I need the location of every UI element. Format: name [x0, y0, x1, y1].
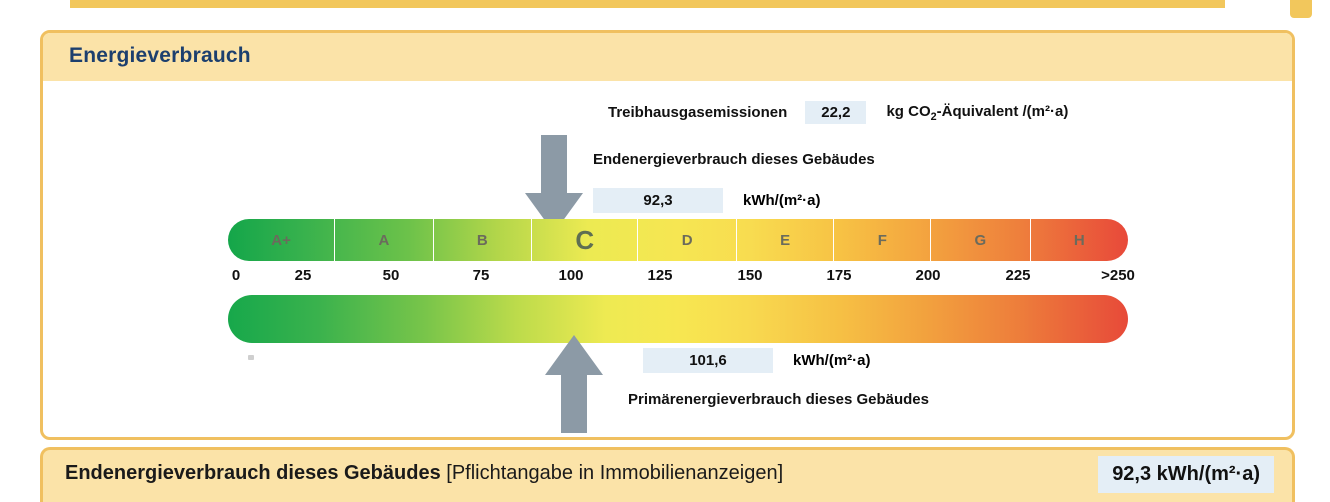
primary-energy-gradient-bar	[228, 295, 1128, 343]
primary-energy-label: Primärenergieverbrauch dieses Gebäudes	[628, 391, 929, 408]
primary-energy-value: 101,6	[643, 348, 773, 373]
end-energy-label: Endenergieverbrauch dieses Gebäudes	[593, 151, 875, 168]
tick-225: 225	[1005, 267, 1031, 284]
scale-class-d: D	[638, 219, 736, 261]
scale-class-a-plus: A+	[228, 219, 335, 261]
end-energy-value: 92,3	[593, 188, 723, 213]
tick-175: 175	[826, 267, 852, 284]
energy-consumption-panel	[40, 30, 1295, 440]
end-energy-unit: kWh/(m²·a)	[743, 192, 821, 209]
tick-0: 0	[231, 267, 241, 284]
tick-75: 75	[472, 267, 490, 284]
top-right-tab	[1290, 0, 1312, 18]
mandatory-disclosure-text	[65, 462, 783, 485]
end-energy-value-row	[593, 188, 821, 213]
page-title: Energieverbrauch	[69, 44, 251, 67]
primary-energy-unit: kWh/(m²·a)	[793, 352, 871, 369]
scale-class-g: G	[931, 219, 1030, 261]
mandatory-disclosure-bold: Endenergieverbrauch dieses Gebäudes	[65, 462, 441, 484]
tick-250: >250	[1101, 267, 1135, 284]
primary-energy-arrow-up-icon	[543, 333, 605, 433]
scale-class-h: H	[1073, 231, 1085, 249]
greenhouse-gas-value: 22,2	[805, 101, 866, 124]
top-decorative-strip	[70, 0, 1225, 8]
scale-class-b: B	[434, 219, 532, 261]
tick-50: 50	[382, 267, 400, 284]
energy-class-scale	[228, 219, 1128, 261]
tick-25: 25	[294, 267, 312, 284]
scale-class-e: E	[737, 219, 835, 261]
scale-tick-labels	[228, 267, 1138, 289]
greenhouse-gas-row	[608, 101, 1068, 124]
primary-energy-value-row	[643, 348, 871, 373]
tick-100: 100	[558, 267, 584, 284]
greenhouse-gas-unit-suffix: -Äquivalent /(m²·a)	[936, 102, 1069, 120]
mandatory-disclosure-normal: [Pflichtangabe in Immobilienanzeigen]	[446, 462, 784, 484]
mandatory-disclosure-value: 92,3 kWh/(m²·a)	[1098, 456, 1274, 493]
greenhouse-gas-label: Treibhausgasemissionen	[608, 104, 788, 121]
tick-200: 200	[915, 267, 941, 284]
panel-header	[43, 33, 1292, 81]
greenhouse-gas-unit	[886, 103, 1068, 123]
tick-125: 125	[647, 267, 673, 284]
scale-class-a: A	[335, 219, 433, 261]
greenhouse-gas-unit-sub: 2	[930, 110, 937, 123]
scale-class-f: F	[834, 219, 931, 261]
scan-artifact	[248, 355, 254, 360]
tick-150: 150	[737, 267, 763, 284]
greenhouse-gas-unit-prefix: kg CO	[886, 102, 931, 120]
mandatory-disclosure-bar	[40, 447, 1295, 502]
scale-class-c: C	[532, 219, 638, 261]
